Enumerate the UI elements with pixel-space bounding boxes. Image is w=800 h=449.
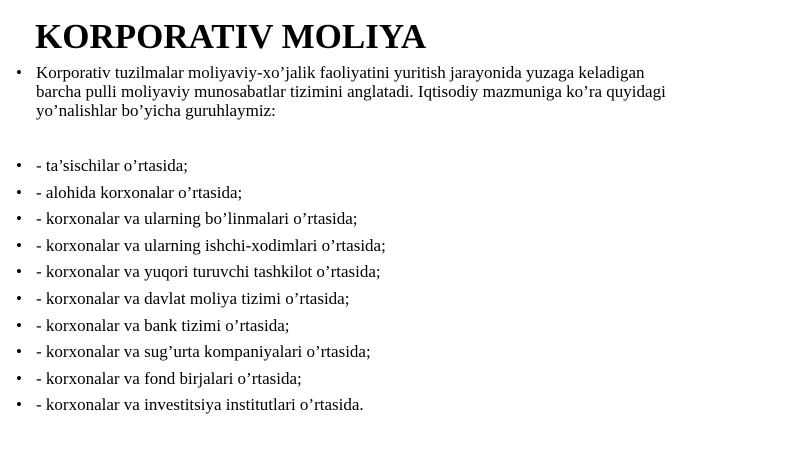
list-item bbox=[0, 236, 800, 263]
bullet-icon: • bbox=[16, 235, 22, 255]
bullet-icon: • bbox=[16, 156, 22, 175]
intro-text bbox=[36, 63, 786, 120]
bullet-icon: • bbox=[16, 262, 22, 282]
list-item-text: - korxonalar va ularning bo’linmalari o’rtasida; bbox=[36, 209, 358, 229]
list-item bbox=[0, 262, 800, 289]
bullet-icon: • bbox=[16, 288, 22, 308]
bullet-icon: • bbox=[16, 182, 22, 202]
list-item-text: - korxonalar va ularning ishchi-xodimlari o’rtasida; bbox=[36, 235, 386, 255]
list-item bbox=[0, 369, 800, 396]
list-item bbox=[0, 395, 800, 422]
list-item-text: - korxonalar va bank tizimi o’rtasida; bbox=[36, 315, 290, 335]
bullet-icon: • bbox=[16, 368, 22, 388]
list-item bbox=[0, 156, 800, 183]
list-item-text: - korxonalar va fond birjalari o’rtasida; bbox=[36, 368, 302, 388]
list-item bbox=[0, 289, 800, 316]
intro-line: barcha pulli moliyaviy munosabatlar tizimini anglatadi. Iqtisodiy mazmuniga ko’ra quyidagi bbox=[36, 82, 666, 101]
list-item bbox=[0, 342, 800, 369]
list-item bbox=[0, 183, 800, 210]
intro-line: yo’nalishlar bo’yicha guruhlaymiz: bbox=[36, 101, 276, 120]
bullet-icon: • bbox=[16, 315, 22, 335]
list-item-text: - korxonalar va davlat moliya tizimi o’rtasida; bbox=[36, 288, 350, 308]
list-item bbox=[0, 209, 800, 236]
relations-list bbox=[0, 156, 800, 422]
list-item-text: - korxonalar va yuqori turuvchi tashkilot o’rtasida; bbox=[36, 262, 381, 282]
bullet-icon: • bbox=[16, 342, 22, 362]
list-item bbox=[0, 316, 800, 343]
intro-line: Korporativ tuzilmalar moliyaviy-xo’jalik faoliyatini yuritish jarayonida yuzaga keladigan bbox=[36, 63, 645, 82]
bullet-icon: • bbox=[16, 395, 22, 415]
list-item-text: - alohida korxonalar o’rtasida; bbox=[36, 182, 243, 202]
bullet-icon: • bbox=[16, 209, 22, 229]
list-item-text: - korxonalar va investitsiya institutlari o’rtasida. bbox=[36, 395, 364, 415]
list-item-text: - ta’sischilar o’rtasida; bbox=[36, 156, 189, 175]
slide-title: KORPORATIV MOLIYA bbox=[35, 17, 427, 56]
list-item-text: - korxonalar va sug’urta kompaniyalari o’rtasida; bbox=[36, 342, 371, 362]
bullet-icon: • bbox=[16, 63, 22, 82]
